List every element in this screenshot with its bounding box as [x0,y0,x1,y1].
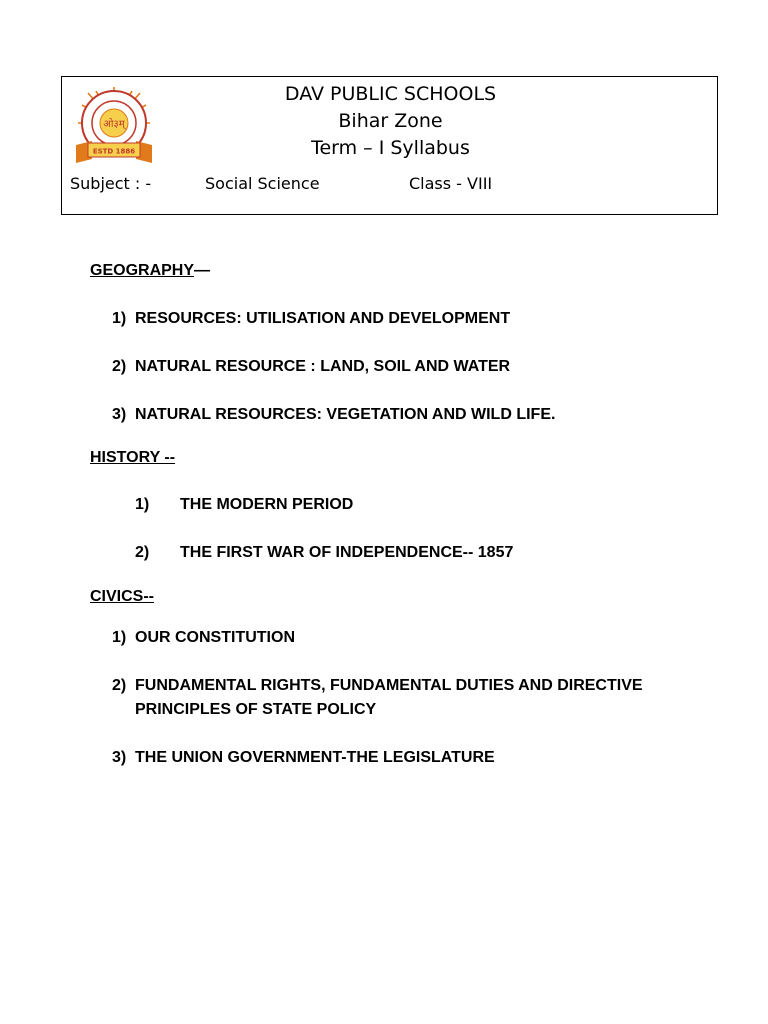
history-heading [90,448,175,468]
subject-label: Subject : - [70,174,152,193]
list-item-text: FUNDAMENTAL RIGHTS, FUNDAMENTAL DUTIES AND DIRECTIVE PRINCIPLES OF STATE POLICY [135,677,643,718]
history-title: HISTORY -- [90,449,176,466]
school-title: DAV PUBLIC SCHOOLS [284,83,497,105]
list-item-text: NATURAL RESOURCE : LAND, SOIL AND WATER [135,358,511,375]
list-item-text: THE UNION GOVERNMENT-THE LEGISLATURE [135,749,495,766]
logo-om-text: ओ३म् [103,119,125,130]
list-item-number: 3) [112,406,127,423]
civics-heading [90,587,154,607]
list-item-number: 2) [112,358,127,375]
list-item-text: OUR CONSTITUTION [135,629,295,646]
geography-suffix: — [194,262,211,279]
header-box [61,76,718,215]
list-item-number: 3) [112,749,127,766]
civics-title: CIVICS-- [90,588,154,605]
geography-heading [90,261,210,281]
logo-estd-text: ESTD 1886 [92,147,136,156]
list-item-number: 2) [135,544,150,561]
list-item-number: 1) [135,496,150,513]
list-item-number: 1) [112,629,127,646]
list-item-text: RESOURCES: UTILISATION AND DEVELOPMENT [135,310,511,327]
geography-title: GEOGRAPHY [90,262,195,279]
term-title: Term – I Syllabus [311,137,470,159]
zone-title: Bihar Zone [338,110,443,132]
list-item-text: THE MODERN PERIOD [180,496,354,513]
class-label: Class - VIII [409,174,493,193]
list-item-number: 2) [112,677,127,694]
list-item-number: 1) [112,310,127,327]
list-item-text: THE FIRST WAR OF INDEPENDENCE-- 1857 [180,544,514,561]
list-item-text: NATURAL RESOURCES: VEGETATION AND WILD LIFE. [135,406,556,423]
subject-value: Social Science [205,174,320,193]
